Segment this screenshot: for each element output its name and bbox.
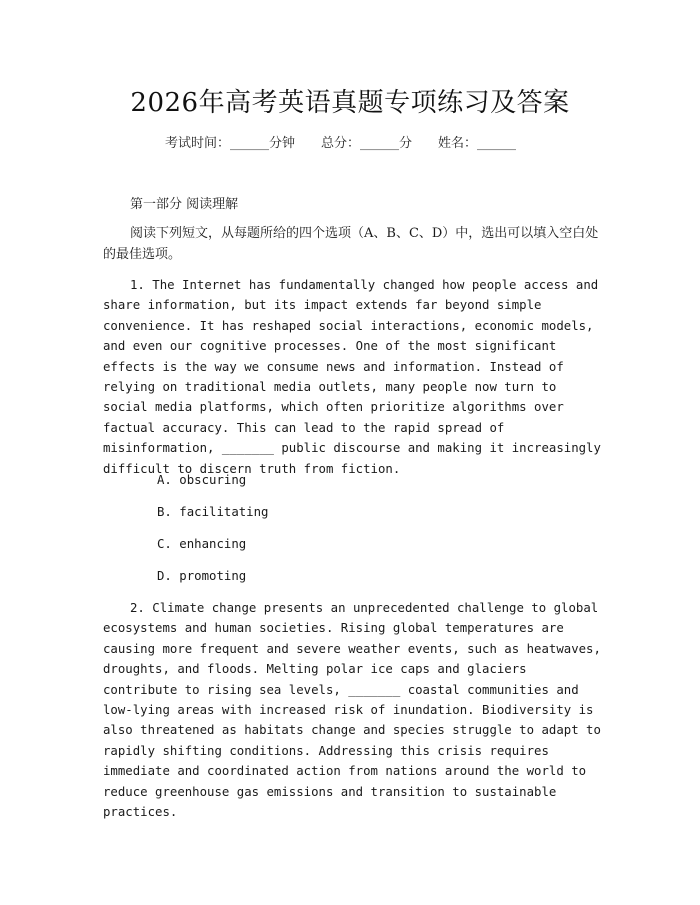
section-heading: 第一部分 阅读理解 [130,197,239,212]
question-2-passage: 2. Climate change presents an unprecedented challenge to global ecosystems and human societies. Rising global temperatures are causing more frequent and severe weather events, such as heatwaves, droughts, and floods. Melting polar ice caps and glaciers contribute to rising sea levels, _______ coastal communities and low-lying areas with increased risk of inundation. Biodiversity is also threatened as habitats change and species struggle to adapt to rapidly shifting conditions. Addressing this crisis requires immediate and coordinated action from nations around the world to reduce greenhouse gas emissions and transition to sustainable practices. [103,601,601,820]
student-name-field: 姓名：______ [438,136,517,151]
exam-meta [165,132,516,151]
total-score-field: 总分：______分 [321,136,413,151]
option-b: B. facilitating [157,505,269,519]
option-d: D. promoting [157,569,247,583]
option-a: A. obscuring [157,473,247,487]
question-1-options [157,472,268,600]
section-instructions: 阅读下列短文，从每题所给的四个选项（A、B、C、D）中，选出可以填入空白处的最佳选项。 [103,226,599,262]
question-1-passage: 1. The Internet has fundamentally changed how people access and share information, but its impact extends far beyond simple convenience. It has reshaped social interactions, economic models, and even our cognitive processes. One of the most significant effects is the way we consume news and information. Instead of relying on traditional media outlets, many people now turn to social media platforms, which often prioritize algorithms over factual accuracy. This can lead to the rapid spread of misinformation, _______ public discourse and making it increasingly difficult to discern truth from fiction. [103,278,601,476]
exam-time-field: 考试时间：______分钟 [165,136,296,151]
page-title: 2026年高考英语真题专项练习及答案 [130,88,570,118]
option-c: C. enhancing [157,537,247,551]
